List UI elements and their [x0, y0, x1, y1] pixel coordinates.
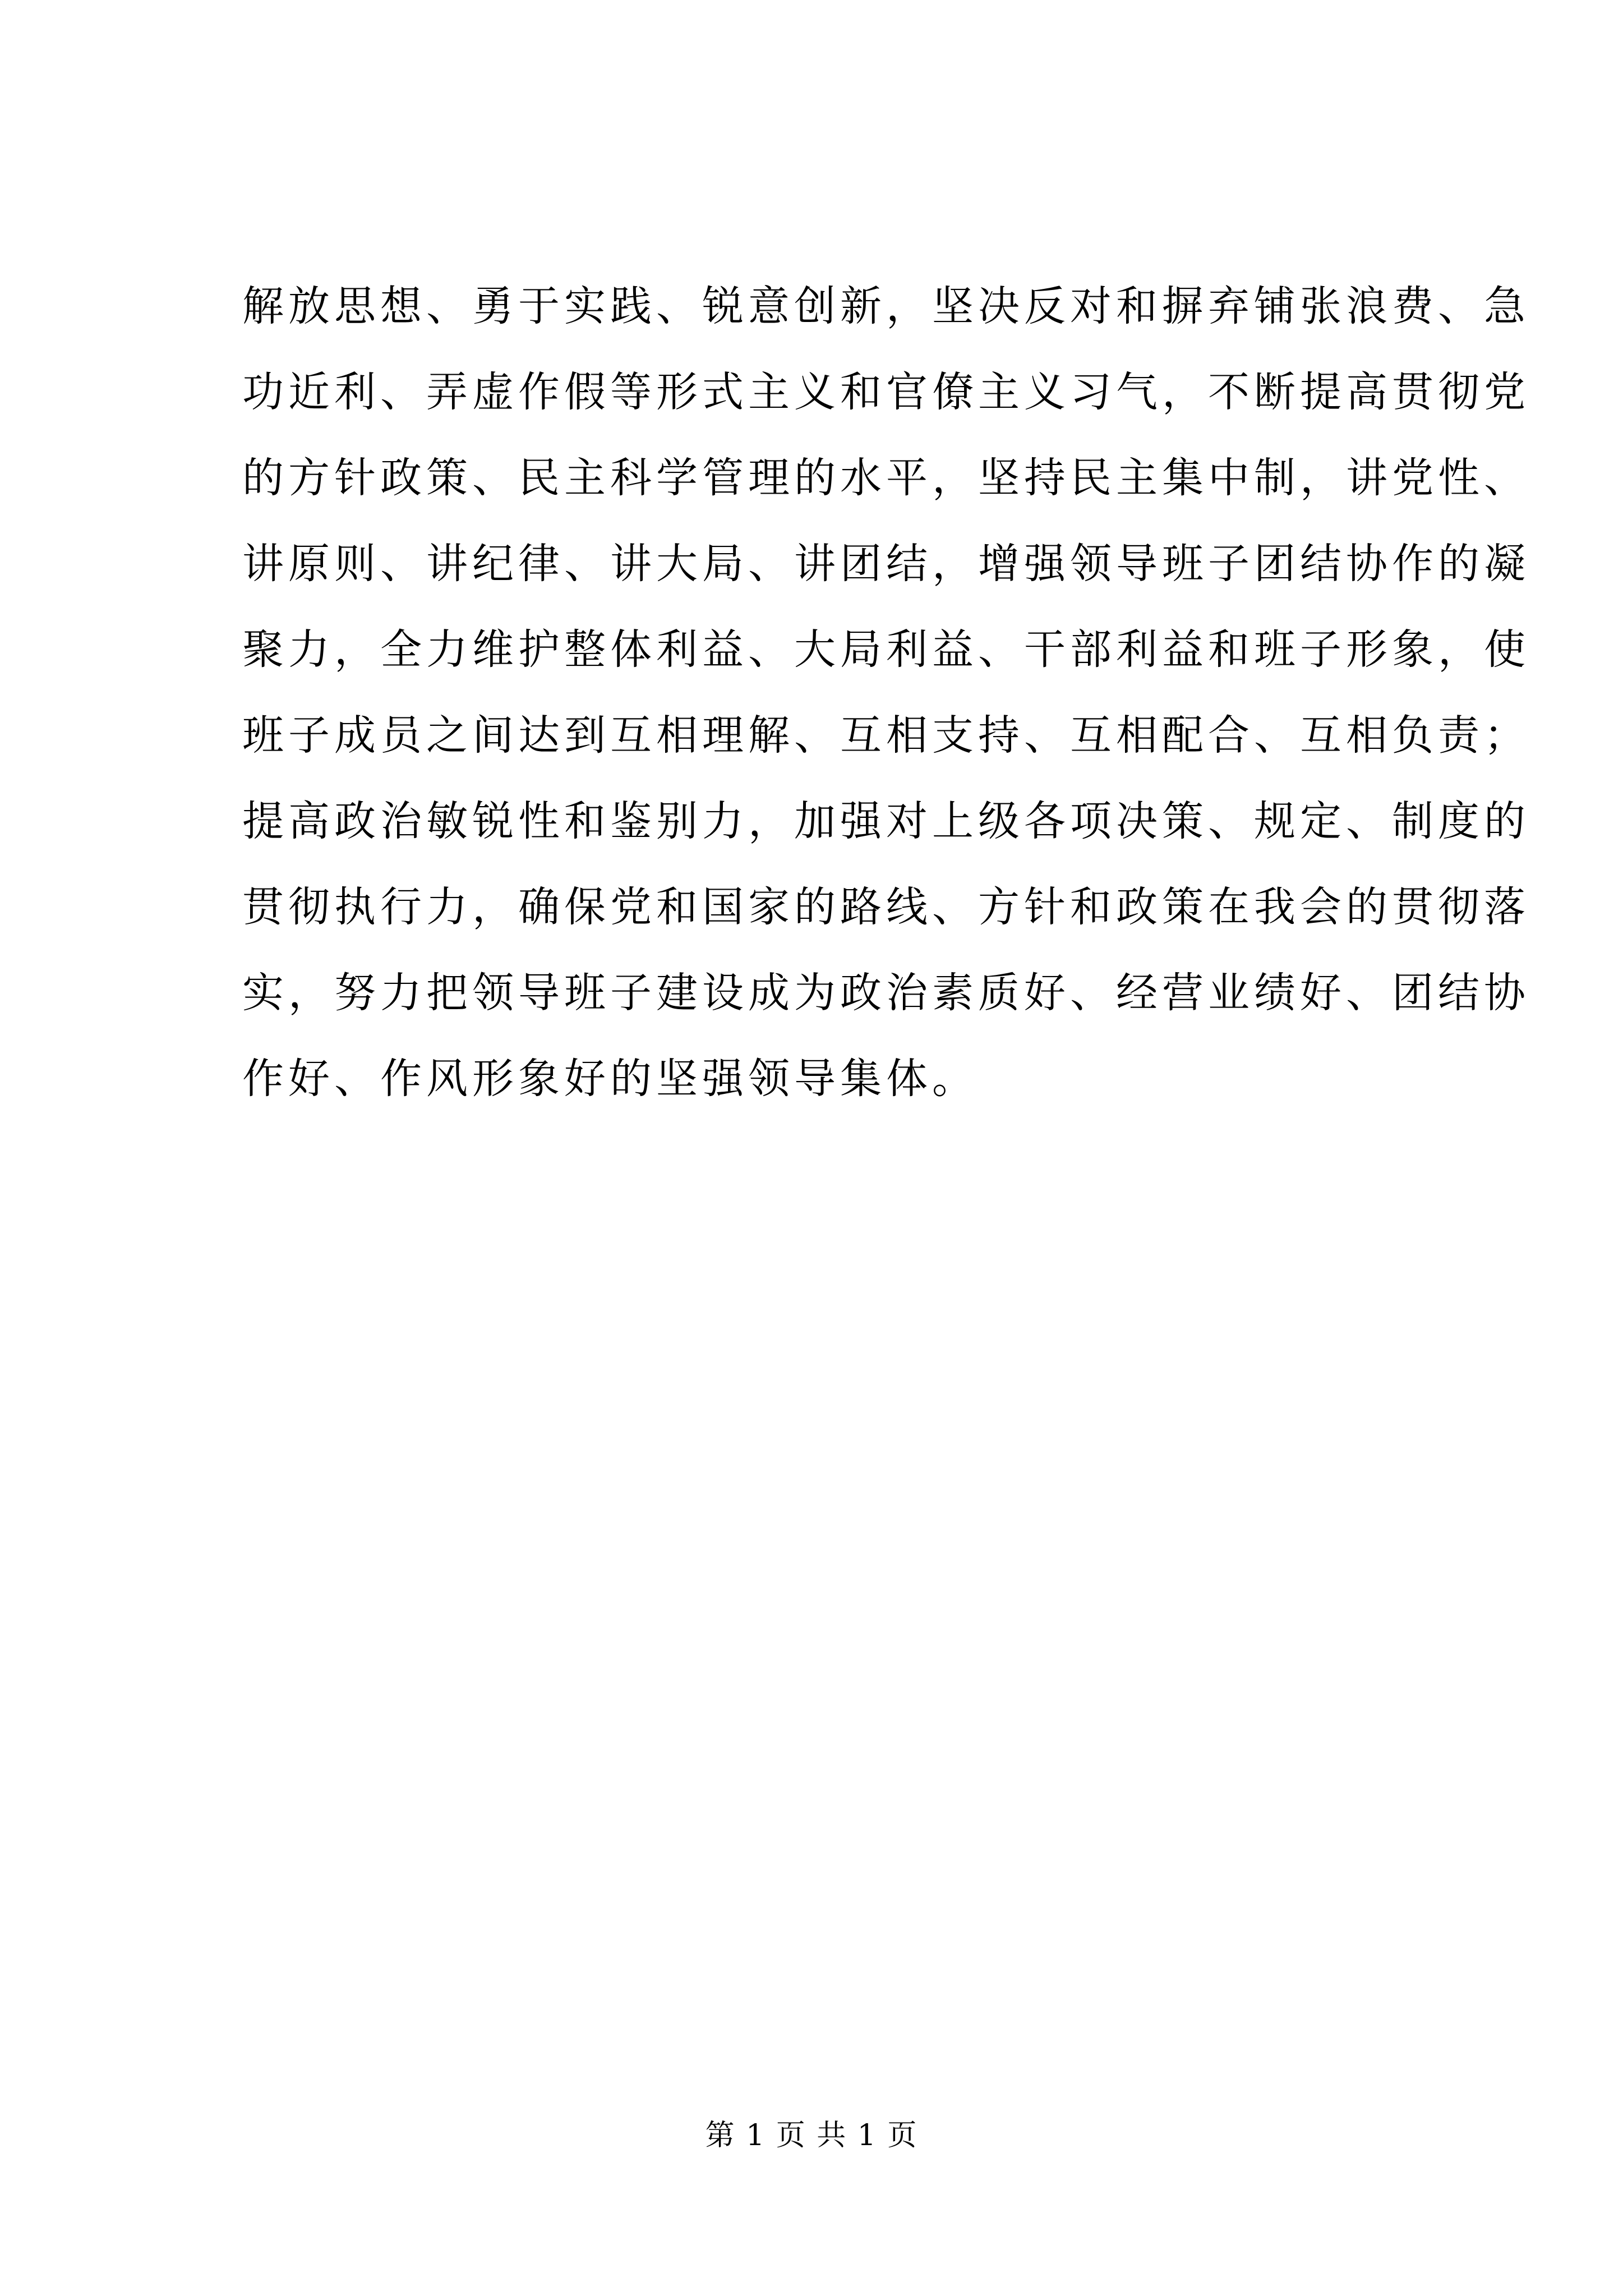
paragraph-line: 解放思想、勇于实践、锐意创新，坚决反对和摒弃铺张浪费、急 — [242, 282, 1530, 330]
page-number-footer: 第 1 页 共 1 页 — [705, 2119, 918, 2152]
paragraph-line: 贯彻执行力，确保党和国家的路线、方针和政策在我会的贯彻落 — [242, 883, 1530, 931]
paragraph-line: 实，努力把领导班子建设成为政治素质好、经营业绩好、团结协 — [242, 969, 1530, 1017]
paragraph-line: 提高政治敏锐性和鉴别力，加强对上级各项决策、规定、制度的 — [242, 797, 1530, 845]
paragraph-line: 讲原则、讲纪律、讲大局、讲团结，增强领导班子团结协作的凝 — [242, 540, 1530, 588]
paragraph-line: 聚力，全力维护整体利益、大局利益、干部利益和班子形象，使 — [242, 625, 1530, 674]
paragraph-line: 的方针政策、民主科学管理的水平，坚持民主集中制，讲党性、 — [242, 454, 1530, 502]
body-paragraph — [242, 264, 1530, 1122]
paragraph-line: 班子成员之间达到互相理解、互相支持、互相配合、互相负责； — [242, 711, 1530, 760]
paragraph-line: 功近利、弄虚作假等形式主义和官僚主义习气，不断提高贯彻党 — [242, 368, 1530, 416]
paragraph-line: 作好、作风形象好的坚强领导集体。 — [242, 1055, 978, 1103]
